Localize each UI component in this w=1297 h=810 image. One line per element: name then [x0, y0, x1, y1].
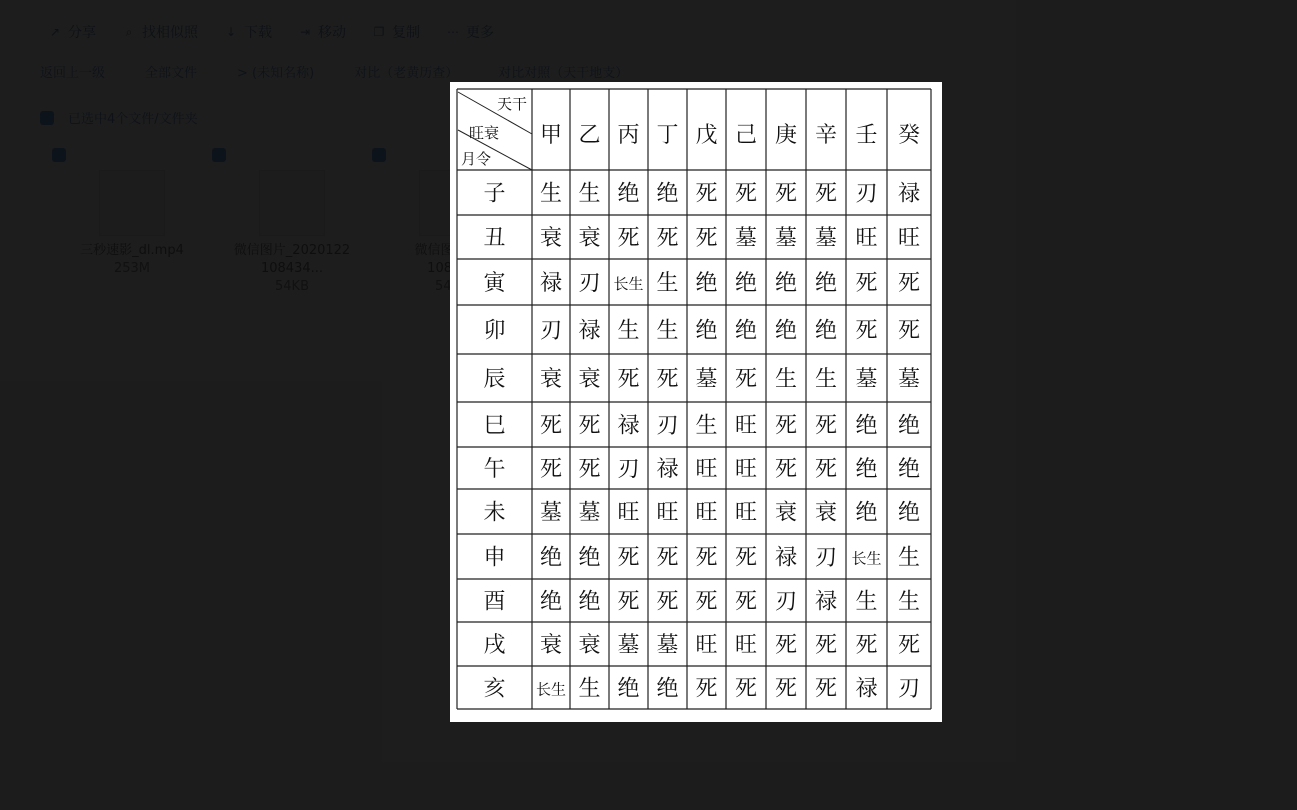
- table-cell: 死: [695, 676, 718, 702]
- table-cell: 墓: [774, 226, 798, 251]
- table-cell: 长生: [851, 549, 882, 568]
- stem-header-cell: 甲: [539, 123, 563, 148]
- table-cell: 长生: [613, 275, 644, 293]
- table-cell: 衰: [578, 633, 601, 658]
- table-cell: 墓: [695, 367, 718, 392]
- table-cell: 生: [656, 271, 679, 296]
- table-cell: 生: [897, 589, 921, 615]
- table-cell: 死: [897, 318, 921, 344]
- table-cell: 刃: [656, 413, 679, 439]
- table-cell: 禄: [656, 457, 679, 482]
- table-cell: 死: [656, 226, 679, 251]
- image-viewer: [450, 82, 942, 722]
- table-cell: 旺: [897, 226, 921, 251]
- table-cell: 生: [656, 318, 679, 344]
- table-cell: 死: [578, 457, 601, 482]
- branch-cell: 子: [483, 181, 506, 207]
- table-cell: 绝: [814, 271, 838, 296]
- table-cell: 禄: [617, 413, 640, 439]
- table-cell: 衰: [539, 633, 563, 658]
- table-cell: 死: [695, 181, 718, 207]
- stem-header-cell: 辛: [814, 123, 838, 148]
- table-cell: 墓: [855, 367, 878, 392]
- table-cell: 死: [617, 367, 640, 392]
- table-cell: 衰: [814, 500, 838, 526]
- table-cell: 生: [578, 181, 601, 207]
- table-cell: 墓: [897, 367, 921, 392]
- table-cell: 死: [617, 226, 640, 251]
- table-cell: 绝: [855, 413, 878, 439]
- table-cell: 生: [578, 676, 601, 702]
- table-cell: 死: [774, 413, 798, 439]
- table-cell: 旺: [656, 500, 679, 526]
- table-cell: 旺: [734, 413, 758, 439]
- table-cell: 旺: [695, 500, 718, 526]
- table-cell: 旺: [695, 633, 718, 658]
- table-cell: 死: [539, 413, 563, 439]
- header-month-label: 月令: [460, 150, 492, 168]
- table-cell: 禄: [539, 271, 563, 296]
- header-strength-label: 旺衰: [468, 124, 500, 142]
- table-cell: 旺: [734, 457, 758, 482]
- branch-cell: 午: [483, 457, 506, 482]
- table-cell: 衰: [539, 226, 563, 251]
- table-cell: 衰: [578, 226, 601, 251]
- table-cell: 绝: [897, 500, 921, 526]
- table-cell: 生: [774, 367, 798, 392]
- branch-cell: 丑: [483, 226, 506, 251]
- table-cell: 衰: [578, 367, 601, 392]
- table-cell: 死: [617, 545, 640, 571]
- table-cell: 刃: [617, 457, 640, 482]
- branch-cell: 卯: [483, 318, 506, 344]
- table-cell: 死: [695, 589, 718, 615]
- table-cell: 死: [814, 633, 838, 658]
- branch-cell: 申: [483, 545, 506, 571]
- branch-cell: 戌: [483, 633, 506, 658]
- table-cell: 死: [734, 181, 758, 207]
- stem-header-cell: 庚: [774, 123, 798, 148]
- branch-cell: 寅: [483, 271, 506, 296]
- table-cell: 绝: [695, 318, 718, 344]
- table-cell: 死: [814, 181, 838, 207]
- table-cell: 死: [855, 271, 878, 296]
- table-cell: 绝: [897, 413, 921, 439]
- table-cell: 墓: [734, 226, 758, 251]
- table-cell: 死: [617, 589, 640, 615]
- table-cell: 绝: [734, 271, 758, 296]
- table-cell: 生: [897, 545, 921, 571]
- table-cell: 死: [656, 545, 679, 571]
- table-cell: 死: [814, 676, 838, 702]
- table-cell: 绝: [734, 318, 758, 344]
- table-cell: 死: [734, 545, 758, 571]
- stem-branch-table: [450, 82, 942, 722]
- table-cell: 绝: [578, 589, 601, 615]
- branch-cell: 酉: [483, 589, 506, 615]
- table-cell: 绝: [855, 457, 878, 482]
- stem-header-cell: 丁: [656, 123, 679, 148]
- table-cell: 禄: [774, 545, 798, 571]
- table-cell: 衰: [539, 367, 563, 392]
- table-cell: 死: [897, 633, 921, 658]
- table-cell: 死: [774, 676, 798, 702]
- table-cell: 旺: [695, 457, 718, 482]
- table-cell: 禄: [814, 589, 838, 615]
- table-cell: 墓: [814, 226, 838, 251]
- table-cell: 生: [814, 367, 838, 392]
- branch-cell: 未: [483, 500, 506, 526]
- stem-header-cell: 丙: [617, 123, 640, 148]
- table-cell: 生: [539, 181, 563, 207]
- table-cell: 死: [734, 589, 758, 615]
- table-cell: 绝: [578, 545, 601, 571]
- table-cell: 旺: [734, 633, 758, 658]
- table-cell: 死: [656, 367, 679, 392]
- table-cell: 旺: [734, 500, 758, 526]
- table-cell: 禄: [578, 318, 601, 344]
- stem-header-cell: 壬: [855, 123, 878, 148]
- branch-cell: 巳: [483, 413, 506, 439]
- table-cell: 生: [855, 589, 878, 615]
- stem-header-cell: 己: [734, 123, 758, 148]
- table-cell: 绝: [656, 676, 679, 702]
- table-cell: 墓: [578, 500, 601, 526]
- table-cell: 生: [617, 318, 640, 344]
- table-cell: 绝: [774, 318, 798, 344]
- branch-cell: 亥: [483, 676, 506, 702]
- table-cell: 绝: [617, 181, 640, 207]
- table-cell: 死: [855, 318, 878, 344]
- table-cell: 旺: [617, 500, 640, 526]
- table-cell: 衰: [774, 500, 798, 526]
- table-cell: 死: [695, 545, 718, 571]
- table-cell: 死: [774, 457, 798, 482]
- table-cell: 死: [656, 589, 679, 615]
- table-cell: 死: [814, 413, 838, 439]
- table-cell: 死: [734, 676, 758, 702]
- table-cell: 禄: [897, 181, 921, 207]
- table-cell: 死: [855, 633, 878, 658]
- table-cell: 墓: [539, 500, 563, 526]
- table-cell: 死: [774, 181, 798, 207]
- table-cell: 死: [578, 413, 601, 439]
- table-cell: 死: [814, 457, 838, 482]
- table-cell: 刃: [539, 318, 563, 344]
- table-cell: 绝: [855, 500, 878, 526]
- stem-header-cell: 戊: [695, 123, 718, 148]
- branch-cell: 辰: [483, 367, 506, 392]
- stem-header-cell: 癸: [897, 123, 921, 148]
- table-cell: 绝: [695, 271, 718, 296]
- table-cell: 死: [774, 633, 798, 658]
- table-cell: 刃: [814, 545, 838, 571]
- table-cell: 绝: [774, 271, 798, 296]
- header-stem-label: 天干: [496, 95, 528, 113]
- table-cell: 绝: [539, 589, 563, 615]
- table-cell: 绝: [814, 318, 838, 344]
- table-cell: 刃: [855, 181, 878, 207]
- table-cell: 绝: [656, 181, 679, 207]
- table-cell: 禄: [855, 676, 878, 702]
- table-cell: 旺: [855, 226, 878, 251]
- table-cell: 长生: [535, 680, 567, 699]
- table-cell: 刃: [578, 271, 601, 296]
- table-cell: 死: [897, 271, 921, 296]
- table-cell: 死: [695, 226, 718, 251]
- table-cell: 绝: [539, 545, 563, 571]
- table-cell: 死: [539, 457, 563, 482]
- table-cell: 生: [695, 413, 718, 439]
- table-cell: 绝: [897, 457, 921, 482]
- table-cell: 墓: [617, 633, 640, 658]
- table-cell: 刃: [897, 676, 921, 702]
- table-cell: 刃: [774, 589, 798, 615]
- table-cell: 绝: [617, 676, 640, 702]
- table-cell: 墓: [656, 633, 679, 658]
- stem-header-cell: 乙: [578, 123, 601, 148]
- table-cell: 死: [734, 367, 758, 392]
